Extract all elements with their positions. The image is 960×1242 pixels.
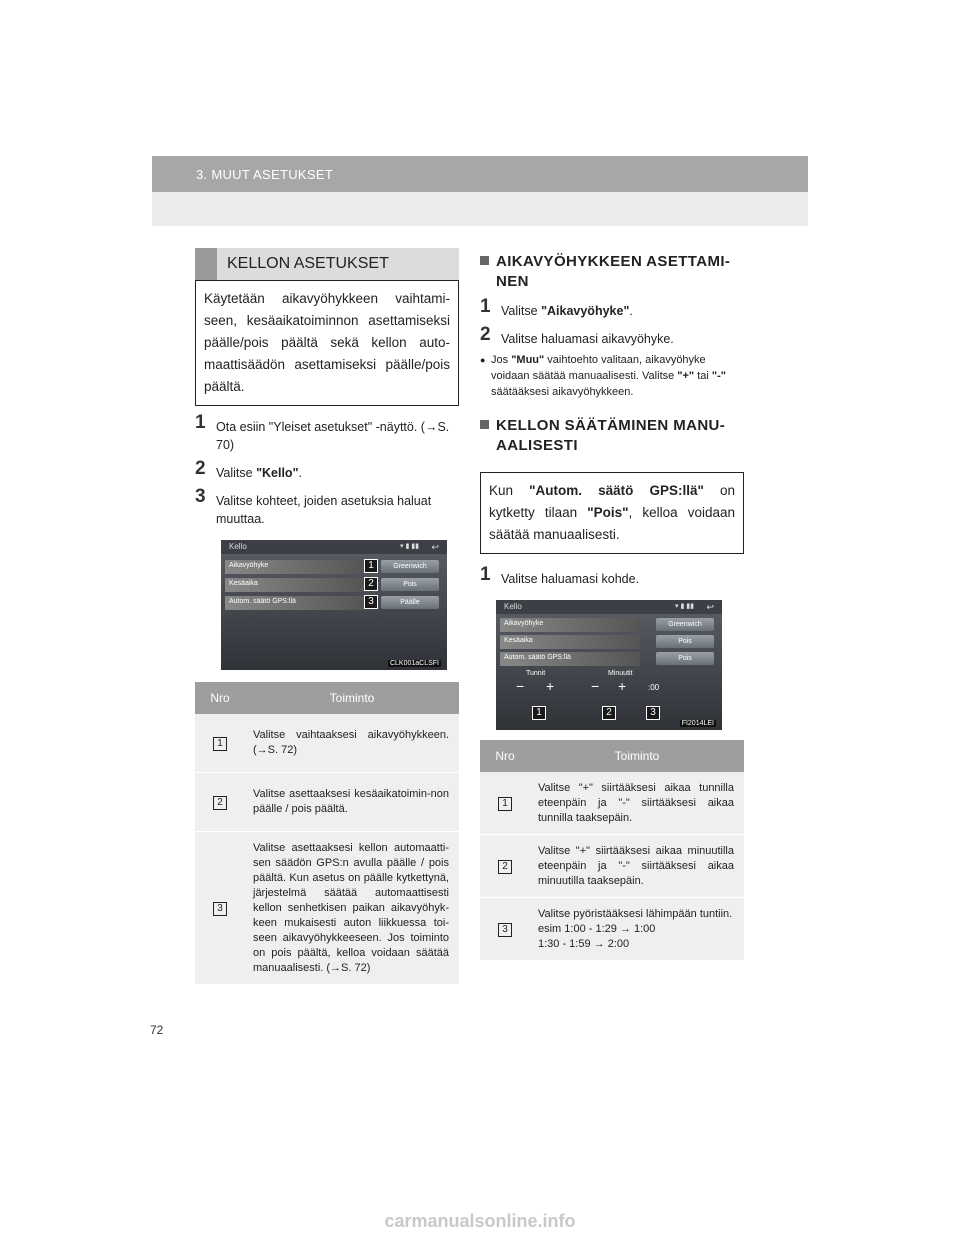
callout-2: 2 [602,706,616,720]
intro-box: Käytetään aikavyöhykkeen vaihtami-seen, kesäaikatoiminnon asettamiseksi päälle/pois päältä sekä kellon auto-maattisäädön asettamiseksi päälle/pois päältä. [195,280,459,406]
callout-1: 1 [364,559,378,573]
screen-row-autom: Autom. säätö GPS:llä [500,652,640,666]
round-button: :00 [648,683,660,692]
header-title: 3. MUUT ASETUKSET [196,167,334,182]
row-text: Valitse asettaaksesi kellon automaatti-sen säädön GPS:n avulla päälle / pois päältä. Kun asetus on päälle kytkettynä, järjestelmä säätää automaattisesti kellon senhetkisen paikan aikavyöhyk-keen mukaisesti auton liikkuessa toi-seen aikavyöhykkeeseen. Jos toiminto on pois päältä, kelloa voidaan säätää manuaalisesti. (→S. 72) [245,832,459,985]
row-text: Valitse vaihtaaksesi aikavyöhykkeen. (→S. 72) [245,714,459,773]
section-title-bar [195,248,459,280]
screen-button-paalle: Päälle [381,596,439,609]
header-nro: Nro [195,682,245,714]
hour-minus: − [516,678,525,694]
page-number: 72 [150,1023,164,1037]
row-number: 2 [213,796,227,810]
callout-2: 2 [364,577,378,591]
left-table [195,682,459,985]
clock-screen-image [221,540,447,670]
subheading-manuaalisesti: KELLON SÄÄTÄMINEN MANU-AALISESTI [480,416,744,456]
callout-1: 1 [532,706,546,720]
table-row [195,714,459,773]
table-row [480,898,744,961]
header-nro: Nro [480,740,530,772]
screen-row-kesaaika: Kesäaika [225,578,365,592]
screen-row-aikavyohyke: Aikavyöhyke [500,618,640,632]
image-code: CLK001aCLSFI [389,660,439,667]
subheading-marker [480,420,489,429]
header-band [152,156,808,192]
minuutit-label: Minuutit [608,670,633,677]
screen-title: Kello [504,602,522,611]
minute-plus: + [618,678,627,694]
step-1: 1 Ota esiin "Yleiset asetukset" -näyttö. (→S. 70) [195,412,450,452]
tunnit-label: Tunnit [526,670,546,677]
table-row [480,772,744,835]
subheading-marker [480,256,489,265]
back-icon: ↩ [431,542,439,552]
table-row [480,835,744,898]
right-step-1: 1 Valitse "Aikavyöhyke". [480,296,633,318]
table-row [195,773,459,832]
row-number: 3 [213,902,227,916]
screen-row-autom: Autom. säätö GPS:llä [225,596,365,610]
screen-title: Kello [229,542,247,551]
bullet-icon: ● [480,355,486,365]
header-toiminto: Toiminto [530,740,744,772]
section-title: KELLON ASETUKSET [227,255,389,272]
note-bullet: ● Jos "Muu" vaihtoehto valitaan, aikavyöhyke voidaan säätää manuaalisesti. Valitse "+" tai "-" säätääksesi aikavyöhykkeen. [480,354,726,398]
manual-clock-screen-image [496,600,722,730]
left-column [195,248,459,985]
subheading-aikavyohyke: AIKAVYÖHYKKEEN ASETTAMI-NEN [480,252,744,292]
screen-row-kesaaika: Kesäaika [500,635,640,649]
right-step-3: 1 Valitse haluamasi kohde. [480,564,640,586]
page-header [152,156,808,226]
header-toiminto: Toiminto [245,682,459,714]
right-step-2: 2 Valitse haluamasi aikavyöhyke. [480,324,674,346]
row-number: 1 [213,737,227,751]
screen-button-greenwich: Greenwich [656,618,714,631]
status-icons: ▾ ▮ ▮▮ [400,543,419,550]
row-text: Valitse pyöristääksesi lähimpään tuntiin. esim 1:00 - 1:29 → 1:00 1:30 - 1:59 → 2:00 [530,898,744,961]
right-column [480,248,744,961]
screen-button-greenwich: Greenwich [381,560,439,573]
manual-box: Kun "Autom. säätö GPS:llä" on kytketty tilaan "Pois", kelloa voidaan säätää manuaalisesti. [480,472,744,554]
watermark: carmanualsonline.info [384,1211,576,1231]
minute-minus: − [591,678,600,694]
screen-button-pois: Pois [656,635,714,648]
section-marker [195,248,217,280]
step-2: 2 Valitse "Kello". [195,458,302,480]
screen-button-pois-2: Pois [656,652,714,665]
step-3: 3 Valitse kohteet, joiden asetuksia haluat muuttaa. [195,486,432,526]
table-header [195,682,459,714]
table-row [195,832,459,985]
row-number: 1 [498,797,512,811]
row-number: 3 [498,923,512,937]
screen-button-pois: Pois [381,578,439,591]
right-table [480,740,744,961]
back-icon: ↩ [706,602,714,612]
row-text: Valitse "+" siirtääksesi aikaa minuutilla eteenpäin ja "-" siirtääksesi aikaa minuutilla taaksepäin. [530,835,744,898]
image-code: FI2014LEI [681,720,714,727]
status-icons: ▾ ▮ ▮▮ [675,603,694,610]
table-header [480,740,744,772]
callout-3: 3 [364,595,378,609]
hour-plus: + [546,678,555,694]
row-text: Valitse "+" siirtääksesi aikaa tunnilla eteenpäin ja "-" siirtääksesi aikaa tunnilla taaksepäin. [530,772,744,835]
screen-row-aikavyohyke: Aikavyöhyke [225,560,365,574]
callout-3: 3 [646,706,660,720]
row-number: 2 [498,860,512,874]
row-text: Valitse asettaaksesi kesäaikatoimin-non päälle / pois päältä. [245,773,459,832]
